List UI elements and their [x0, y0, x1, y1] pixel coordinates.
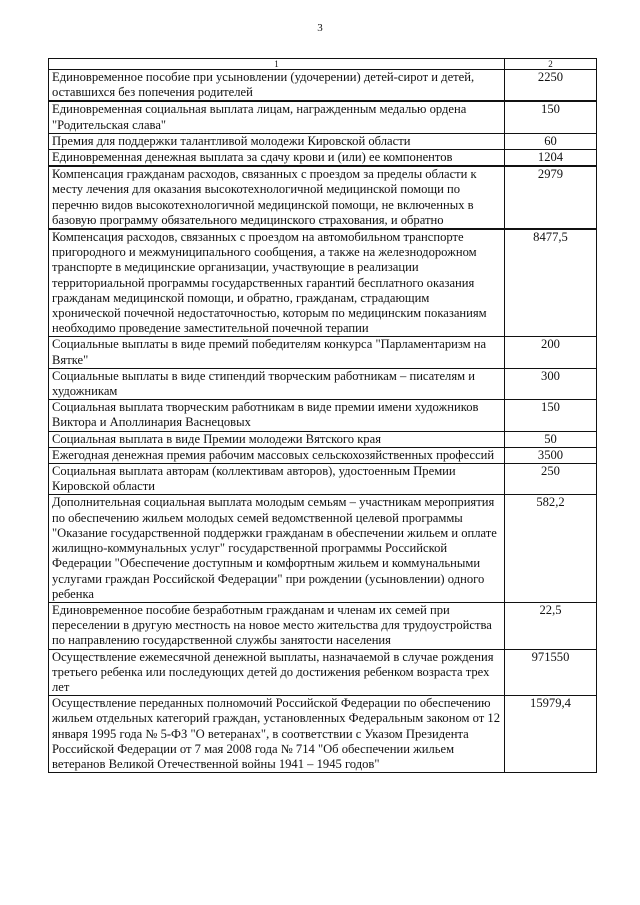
table-header-row [49, 59, 597, 70]
row-amount: 3500 [505, 447, 597, 463]
table-row [49, 649, 597, 696]
table-row [49, 166, 597, 229]
row-description: Социальная выплата авторам (коллективам авторов), удостоенным Премии Кировской области [49, 464, 505, 495]
row-description: Дополнительная социальная выплата молодым семьям – участникам мероприятия по обеспечению жильем молодых семей ведомственной целевой программы "Оказание государственной поддержки гражданам в обеспечении жильем и оплате жилищно-коммунальных услуг" государственной программы Российской Федерации "Обеспечение доступным и комфортным жильем и коммунальными услугами граждан Российской Федерации" при рождении (усыновлении) одного ребенка [49, 495, 505, 602]
table-row [49, 368, 597, 399]
table-row [49, 70, 597, 102]
table-row [49, 133, 597, 149]
row-amount: 250 [505, 464, 597, 495]
row-amount: 200 [505, 337, 597, 368]
row-description: Социальные выплаты в виде премий победителям конкурса "Парламентаризм на Вятке" [49, 337, 505, 368]
table-row [49, 696, 597, 773]
row-description: Компенсация расходов, связанных с проездом на автомобильном транспорте пригородного и межмуниципального сообщения, а также на железнодорожном транспорте в медицинские организации, участвующие в реализации территориальной программы государственных гарантий бесплатного оказания гражданам медицинской помощи, и обратно, гражданам, страдающим хронической почечной недостаточностью, которым по медицинским показаниям необходимо проведение заместительной почечной терапии [49, 229, 505, 337]
row-amount: 15979,4 [505, 696, 597, 773]
header-col-1: 1 [49, 59, 505, 70]
row-amount: 300 [505, 368, 597, 399]
row-description: Единовременное пособие при усыновлении (удочерении) детей-сирот и детей, оставшихся без попечения родителей [49, 70, 505, 102]
header-col-2: 2 [505, 59, 597, 70]
table-row [49, 495, 597, 602]
table-body [49, 59, 597, 773]
row-description: Ежегодная денежная премия рабочим массовых сельскохозяйственных профессий [49, 447, 505, 463]
row-amount: 8477,5 [505, 229, 597, 337]
row-description: Единовременная денежная выплата за сдачу крови и (или) ее компонентов [49, 150, 505, 167]
row-description: Единовременное пособие безработным гражданам и членам их семей при переселении в другую местность на новое место жительства для трудоустройства по направлению государственной службы занятости населения [49, 602, 505, 649]
row-amount: 150 [505, 101, 597, 133]
table-row [49, 602, 597, 649]
table-row [49, 400, 597, 431]
row-description: Компенсация гражданам расходов, связанных с проездом за пределы области к месту лечения для оказания высокотехнологичной медицинской помощи по перечню видов высокотехнологичной медицинской помощи, не включенных в базовую программу обязательного медицинского страхования, и обратно [49, 166, 505, 229]
table-row [49, 431, 597, 447]
row-description: Социальные выплаты в виде стипендий творческим работникам – писателям и художникам [49, 368, 505, 399]
row-amount: 50 [505, 431, 597, 447]
table-row [49, 337, 597, 368]
row-description: Осуществление переданных полномочий Российской Федерации по обеспечению жильем отдельных категорий граждан, установленных Федеральным законом от 12 января 1995 года № 5-ФЗ "О ветеранах", в соответствии с Указом Президента Российской Федерации от 7 мая 2008 года № 714 "Об обеспечении жильем ветеранов Великой Отечественной войны 1941 – 1945 годов" [49, 696, 505, 773]
row-description: Социальная выплата творческим работникам в виде премии имени художников Виктора и Аполлинария Васнецовых [49, 400, 505, 431]
row-amount: 971550 [505, 649, 597, 696]
page-number: 3 [317, 22, 323, 34]
row-amount: 22,5 [505, 602, 597, 649]
row-description: Осуществление ежемесячной денежной выплаты, назначаемой в случае рождения третьего ребенка или последующих детей до достижения ребенком возраста трех лет [49, 649, 505, 696]
row-amount: 1204 [505, 150, 597, 167]
row-description: Премия для поддержки талантливой молодежи Кировской области [49, 133, 505, 149]
table-row [49, 447, 597, 463]
table-row [49, 150, 597, 167]
row-amount: 150 [505, 400, 597, 431]
row-description: Социальная выплата в виде Премии молодежи Вятского края [49, 431, 505, 447]
table-row [49, 101, 597, 133]
row-amount: 2250 [505, 70, 597, 102]
table-row [49, 229, 597, 337]
row-amount: 60 [505, 133, 597, 149]
table-row [49, 464, 597, 495]
row-description: Единовременная социальная выплата лицам, награжденным медалью ордена "Родительская слава" [49, 101, 505, 133]
budget-table [48, 58, 597, 773]
row-amount: 582,2 [505, 495, 597, 602]
row-amount: 2979 [505, 166, 597, 229]
